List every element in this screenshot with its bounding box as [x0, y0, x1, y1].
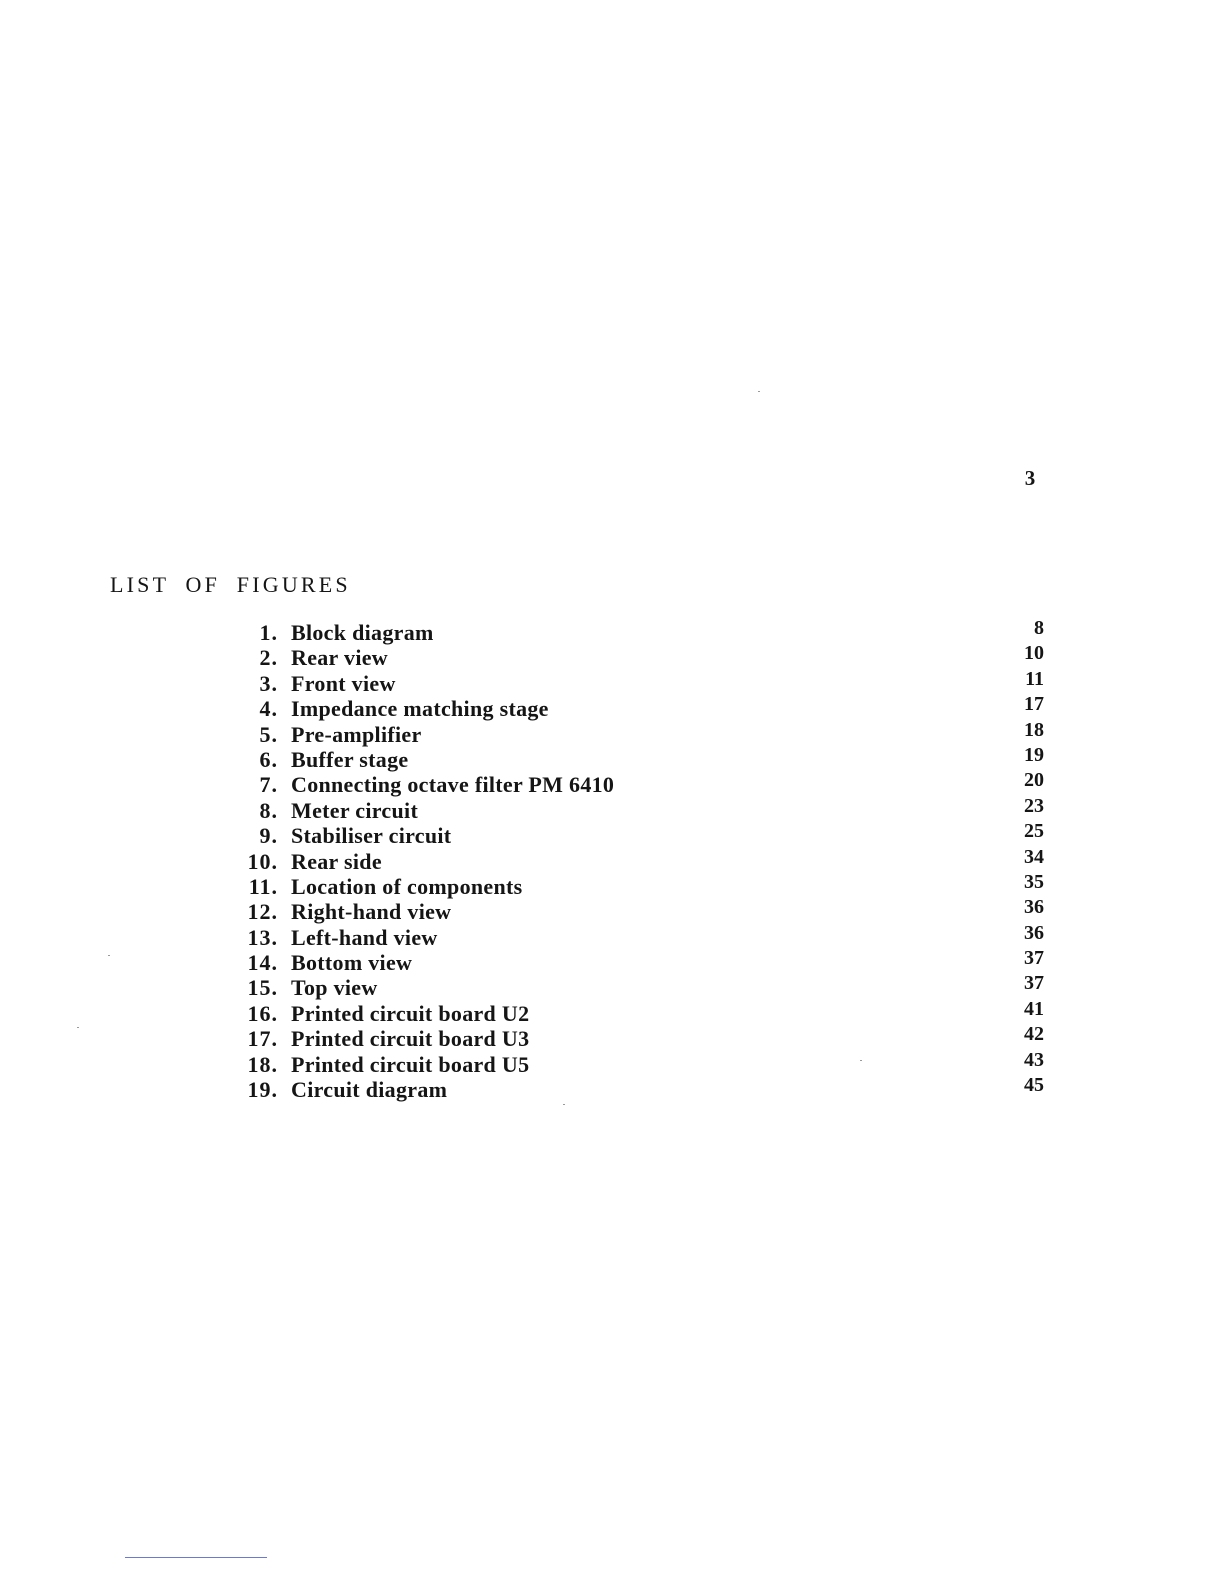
figure-entry [236, 642, 1056, 671]
figure-entry [236, 617, 1056, 645]
figure-number: 3. [259, 670, 278, 696]
figure-page-number: 41 [1024, 997, 1044, 1020]
figure-number: 6. [259, 746, 278, 772]
figure-number: 13. [247, 924, 278, 950]
figure-page-number: 23 [1024, 794, 1044, 817]
figure-entry [236, 1023, 1056, 1052]
figure-page-number: 18 [1024, 718, 1044, 741]
figure-page-number: 25 [1024, 820, 1044, 843]
figure-page-number: 8 [1034, 617, 1044, 639]
figure-title: Rear view [291, 645, 388, 671]
figure-page-number: 36 [1024, 896, 1044, 919]
figure-number: 8. [259, 797, 278, 823]
figure-page-number: 36 [1024, 921, 1044, 944]
figure-page-number: 37 [1024, 947, 1044, 970]
figure-entry [236, 693, 1056, 722]
figure-number: 11. [248, 873, 278, 899]
figure-title: Circuit diagram [291, 1077, 448, 1103]
figure-number: 5. [259, 721, 278, 747]
figure-title: Location of components [291, 873, 523, 899]
figure-number: 19. [247, 1077, 278, 1103]
figure-title: Impedance matching stage [291, 696, 549, 722]
figure-page-number: 10 [1024, 642, 1044, 665]
figure-page-number: 34 [1024, 845, 1044, 868]
figure-number: 4. [259, 696, 278, 722]
figure-entry [236, 1074, 1056, 1103]
list-of-figures-heading: LIST OF FIGURES [110, 572, 351, 597]
figure-entry [236, 921, 1056, 950]
figure-title: Left-hand view [291, 924, 438, 950]
figure-number: 1. [259, 620, 278, 645]
figure-entry [236, 997, 1056, 1026]
figure-title: Bottom view [291, 950, 413, 976]
figure-number: 7. [259, 772, 278, 798]
figure-page-number: 43 [1024, 1048, 1044, 1071]
figure-entry [236, 743, 1056, 772]
figure-entry [236, 820, 1056, 849]
figure-page-number: 17 [1024, 693, 1044, 716]
scan-speck [758, 391, 760, 392]
page-number: 3 [1024, 466, 1036, 490]
figure-number: 10. [247, 848, 278, 874]
figure-title: Buffer stage [291, 746, 409, 772]
figure-entry [236, 972, 1056, 1001]
figure-page-number: 20 [1024, 769, 1044, 792]
figure-number: 14. [247, 950, 278, 976]
figure-title: Rear side [291, 848, 382, 874]
figure-title: Connecting octave filter PM 6410 [291, 772, 615, 798]
figure-title: Right-hand view [291, 899, 452, 925]
figure-page-number: 19 [1024, 743, 1044, 766]
figure-title: Top view [291, 975, 378, 1001]
figure-number: 15. [247, 975, 278, 1001]
scan-speck [563, 1104, 565, 1105]
figure-entry [236, 718, 1056, 747]
figure-number: 2. [259, 645, 278, 671]
figure-number: 12. [247, 899, 278, 925]
figure-page-number: 45 [1024, 1074, 1044, 1097]
figure-entry [236, 870, 1056, 899]
figure-entry [236, 1048, 1056, 1077]
figure-number: 18. [247, 1051, 278, 1077]
figure-title: Stabiliser circuit [291, 823, 452, 849]
figure-title: Printed circuit board U2 [291, 1000, 530, 1026]
figure-list [236, 617, 1056, 1103]
figure-title: Printed circuit board U3 [291, 1026, 530, 1052]
figure-entry [236, 769, 1056, 798]
figure-title: Block diagram [291, 620, 434, 645]
scan-speck [108, 955, 110, 956]
figure-entry [236, 667, 1056, 696]
figure-number: 9. [259, 823, 278, 849]
figure-page-number: 42 [1024, 1023, 1044, 1046]
scan-speck [77, 1027, 79, 1028]
figure-page-number: 35 [1024, 870, 1044, 893]
figure-title: Printed circuit board U5 [291, 1051, 530, 1077]
figure-entry [236, 947, 1056, 976]
figure-entry [236, 896, 1056, 925]
footnote-rule [125, 1557, 267, 1558]
figure-page-number: 37 [1024, 972, 1044, 995]
figure-title: Front view [291, 670, 396, 696]
figure-title: Meter circuit [291, 797, 419, 823]
figure-page-number: 11 [1025, 667, 1044, 690]
figure-number: 16. [247, 1000, 278, 1026]
figure-entry [236, 845, 1056, 874]
figure-title: Pre-amplifier [291, 721, 422, 747]
figure-entry [236, 794, 1056, 823]
figure-number: 17. [247, 1026, 278, 1052]
scan-speck [860, 1060, 862, 1061]
